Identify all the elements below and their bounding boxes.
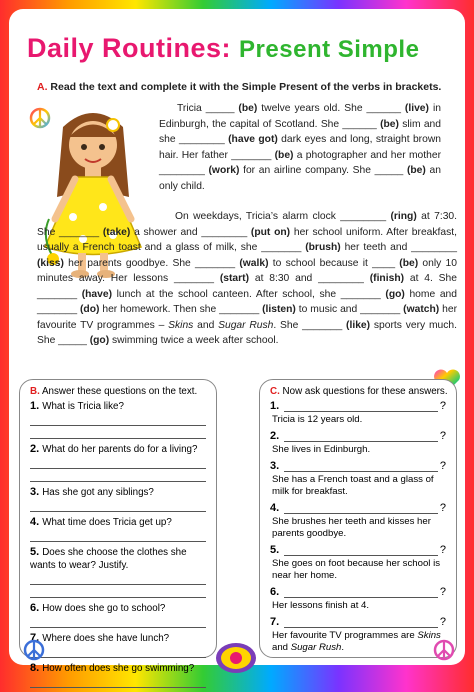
question-item xyxy=(30,400,210,413)
question-item xyxy=(30,662,210,675)
question-mark: ? xyxy=(439,430,446,442)
letter-a: A. xyxy=(37,81,48,93)
text-run: a photographer and her mother ________ xyxy=(159,149,441,176)
text-run: to school because it ____ xyxy=(268,257,400,269)
verb-hint: (do) xyxy=(80,304,100,315)
verb-hint: (take) xyxy=(102,226,131,238)
item-number: 6. xyxy=(270,586,280,598)
question-text: How often does she go swimming? xyxy=(42,663,195,674)
answer-list xyxy=(260,400,456,654)
verb-hint: (work) xyxy=(208,165,240,176)
question-text: What time does Tricia get up? xyxy=(42,517,172,528)
verb-hint: (kiss) xyxy=(37,257,64,269)
verb-hint: (be) xyxy=(406,165,426,176)
question-mark: ? xyxy=(439,586,446,598)
given-answer: She lives in Edinburgh. xyxy=(272,444,371,455)
text-run: sports very much. She _____ xyxy=(37,319,457,346)
blank-line[interactable] xyxy=(284,431,438,442)
question-item xyxy=(30,546,210,572)
given-answer: Her lessons finish at 4. xyxy=(272,600,370,611)
text-paragraph-2 xyxy=(37,209,457,349)
section-c-heading-text: Now ask questions for these answers. xyxy=(282,386,448,397)
question-item xyxy=(30,443,210,456)
text-paragraph-1 xyxy=(159,101,441,194)
text-run: and xyxy=(272,642,291,653)
answer-line[interactable] xyxy=(30,645,206,658)
instruction-a xyxy=(37,81,441,93)
text-run: slim and she ________ xyxy=(159,118,441,145)
question-number: 3. xyxy=(30,486,43,498)
verb-hint: (ring) xyxy=(390,211,417,222)
title-sub: Present Simple xyxy=(239,36,420,63)
verb-hint: (be) xyxy=(380,118,399,130)
question-write-line[interactable] xyxy=(270,544,446,556)
section-b-box xyxy=(19,379,217,674)
logo-badge xyxy=(214,641,258,675)
question-number: 4. xyxy=(30,516,43,528)
text-run: her school uniform. After breakfast, usually a French toast and a glass of milk, she _______ xyxy=(37,226,457,253)
programme-title: Sugar Rush xyxy=(218,319,274,331)
question-write-line[interactable] xyxy=(270,502,446,514)
given-answer xyxy=(272,630,448,654)
page-title xyxy=(27,33,419,64)
answer-line[interactable] xyxy=(30,675,206,688)
answer-line[interactable] xyxy=(30,499,206,512)
answer-line[interactable] xyxy=(30,413,206,426)
question-write-line[interactable] xyxy=(270,586,446,598)
text-run: her favourite TV programmes – xyxy=(37,304,457,331)
section-b-heading xyxy=(30,386,216,397)
question-mark: ? xyxy=(439,616,446,628)
verb-hint: (go) xyxy=(89,335,110,346)
verb-hint: (walk) xyxy=(239,257,269,269)
text-run: to music and _______ xyxy=(295,304,404,315)
blank-line[interactable] xyxy=(284,401,438,412)
text-run: her parents goodbye. She _______ xyxy=(63,257,240,269)
text-run: at 8:30 and ________ xyxy=(249,273,370,284)
programme-title: Skins xyxy=(417,630,441,641)
question-text: Does she choose the clothes she wants to wear? Justify. xyxy=(30,547,187,571)
peace-icon xyxy=(433,639,455,661)
section-c-box xyxy=(259,379,457,658)
title-main: Daily Routines: xyxy=(27,33,232,63)
question-mark: ? xyxy=(439,502,446,514)
answer-line[interactable] xyxy=(30,426,206,439)
peace-icon xyxy=(23,639,45,661)
text-run: Tricia _____ xyxy=(177,103,239,114)
verb-hint: (go) xyxy=(385,288,405,300)
answer-line[interactable] xyxy=(30,529,206,542)
question-number: 7. xyxy=(30,632,43,644)
question-number: 5. xyxy=(30,546,43,558)
verb-hint: (be) xyxy=(399,257,419,269)
text-run: her homework. Then she _______ xyxy=(99,304,263,315)
letter-c: C. xyxy=(270,386,280,397)
question-write-line[interactable] xyxy=(270,400,446,412)
question-list xyxy=(20,400,216,692)
given-answer: Tricia is 12 years old. xyxy=(272,414,363,425)
question-write-line[interactable] xyxy=(270,460,446,472)
verb-hint: (have) xyxy=(81,288,113,300)
question-item xyxy=(30,486,210,499)
programme-title: Skins xyxy=(168,319,194,331)
item-number: 1. xyxy=(270,400,280,412)
text-run: lunch at the school canteen. After school, she _______ xyxy=(112,288,386,300)
answer-line[interactable] xyxy=(30,615,206,628)
answer-line[interactable] xyxy=(30,456,206,469)
item-number: 5. xyxy=(270,544,280,556)
question-item xyxy=(30,602,210,615)
answer-line[interactable] xyxy=(30,469,206,482)
question-text: How does she go to school? xyxy=(42,603,166,614)
verb-hint: (have got) xyxy=(228,134,278,145)
text-run: an only child. xyxy=(159,165,441,192)
worksheet xyxy=(9,9,465,674)
answer-line[interactable] xyxy=(30,572,206,585)
section-c-heading xyxy=(270,386,456,397)
blank-line[interactable] xyxy=(284,545,438,556)
answer-line[interactable] xyxy=(30,585,206,598)
blank-line[interactable] xyxy=(284,587,438,598)
text-run: her teeth and ________ xyxy=(340,242,457,253)
question-number: 6. xyxy=(30,602,43,614)
text-run: Her favourite TV programmes are xyxy=(272,630,418,641)
question-number: 1. xyxy=(30,400,43,412)
question-text: What do her parents do for a living? xyxy=(42,444,198,455)
section-b-heading-text: Answer these questions on the text. xyxy=(42,386,198,397)
blank-line[interactable] xyxy=(284,617,438,628)
verb-hint: (put on) xyxy=(250,226,291,238)
verb-hint: (be) xyxy=(274,149,294,161)
text-run: at 7:30. She _______ xyxy=(37,211,458,238)
text-run: a shower and ________ xyxy=(130,226,251,238)
text-run: in Edinburgh, the capital of Scotland. She ______ xyxy=(159,103,441,130)
item-number: 2. xyxy=(270,430,280,442)
blank-line[interactable] xyxy=(284,461,438,472)
text-run: home and _______ xyxy=(37,288,457,315)
programme-title: Sugar Rush xyxy=(290,642,342,653)
letter-b: B. xyxy=(30,386,40,397)
verb-hint: (be) xyxy=(238,103,258,114)
question-text: What is Tricia like? xyxy=(42,401,124,412)
question-write-line[interactable] xyxy=(270,616,446,628)
verb-hint: (finish) xyxy=(369,273,405,284)
text-run: only 10 minutes away. Her lessons _______ xyxy=(37,257,457,284)
text-run: at 4. She _______ xyxy=(37,273,457,300)
question-mark: ? xyxy=(439,460,446,472)
given-answer: She has a French toast and a glass of milk for breakfast. xyxy=(272,474,434,497)
verb-hint: (listen) xyxy=(262,304,296,315)
text-run: . xyxy=(341,642,345,653)
instruction-text: Read the text and complete it with the Simple Present of the verbs in brackets. xyxy=(50,81,442,93)
text-run: swimming twice a week after school. xyxy=(109,335,279,346)
text-run: twelve years old. She ______ xyxy=(257,103,405,114)
blank-line[interactable] xyxy=(284,503,438,514)
text-run: for an airline company. She _____ xyxy=(239,165,407,176)
verb-hint: (watch) xyxy=(403,304,440,315)
text-run: . She _______ xyxy=(273,319,347,331)
given-answer: She brushes her teeth and kisses her parents goodbye. xyxy=(272,516,431,539)
verb-hint: (live) xyxy=(404,103,429,114)
item-number: 3. xyxy=(270,460,280,472)
question-number: 2. xyxy=(30,443,43,455)
given-answer: She goes on foot because her school is near her home. xyxy=(272,558,441,581)
question-number: 8. xyxy=(30,662,43,674)
question-mark: ? xyxy=(439,400,446,412)
verb-hint: (like) xyxy=(346,319,371,331)
question-text: Has she got any siblings? xyxy=(42,487,154,498)
text-run: On weekdays, Tricia’s alarm clock ________ xyxy=(175,211,391,222)
question-item xyxy=(30,516,210,529)
verb-hint: (start) xyxy=(219,273,250,284)
verb-hint: (brush) xyxy=(305,242,341,253)
question-write-line[interactable] xyxy=(270,430,446,442)
item-number: 7. xyxy=(270,616,280,628)
question-mark: ? xyxy=(439,544,446,556)
text-run: dark eyes and long, straight brown hair. Her father _______ xyxy=(159,134,442,161)
text-run: and xyxy=(193,319,219,331)
question-item xyxy=(30,632,210,645)
item-number: 4. xyxy=(270,502,280,514)
question-text: Where does she have lunch? xyxy=(42,633,170,644)
